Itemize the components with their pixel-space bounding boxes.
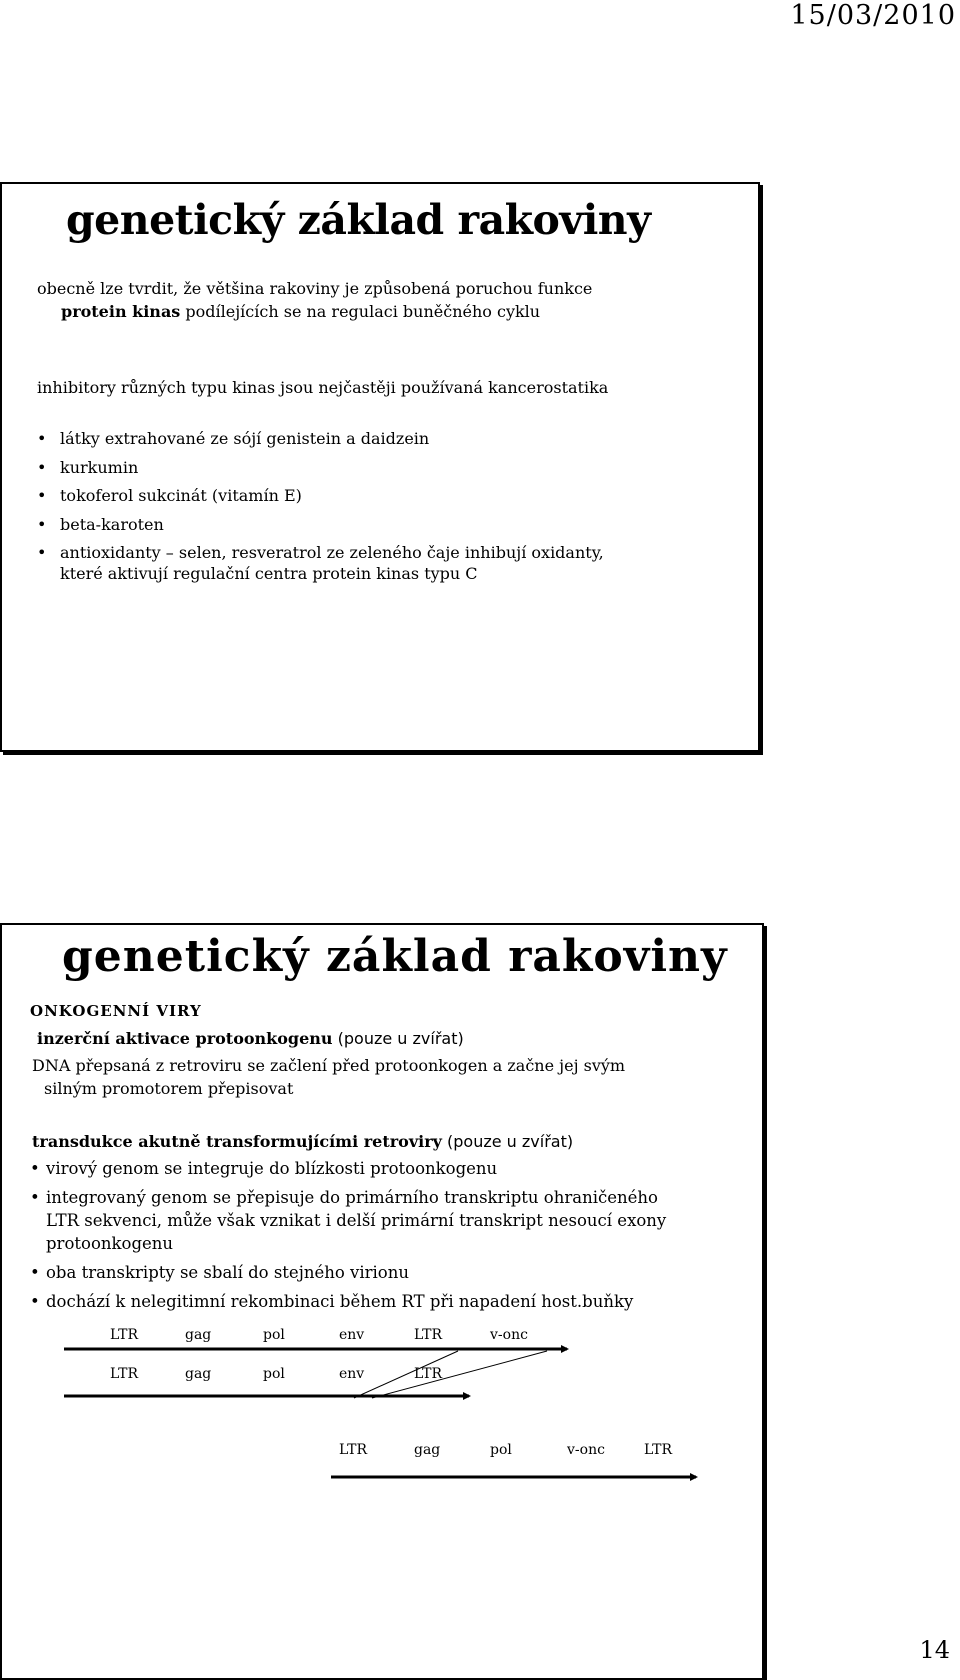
gene-label: pol	[263, 1327, 285, 1343]
section-heading: ONKOGENNÍ VIRY	[30, 1002, 202, 1020]
list-item-continuation: LTR sekvenci, může však vznikat i delší primární transkript nesoucí exony	[46, 1211, 667, 1230]
slide-2	[0, 923, 764, 1680]
slide-2-title: genetický základ rakoviny	[62, 931, 728, 982]
page-number: 14	[919, 1636, 950, 1664]
paragraph-line	[37, 300, 592, 323]
gene-label: env	[339, 1327, 365, 1343]
list-item-continuation: protoonkogenu	[46, 1234, 174, 1253]
gene-label: gag	[185, 1327, 212, 1343]
diagram-lines	[2, 925, 762, 1680]
gene-label: pol	[263, 1366, 285, 1382]
list-item: • oba transkripty se sbalí do stejného virionu	[30, 1261, 666, 1284]
list-item: • dochází k nelegitimní rekombinaci během RT při napadení host.buňky	[30, 1290, 666, 1313]
bold-term: protein kinas	[61, 302, 181, 321]
gene-label: env	[339, 1366, 365, 1382]
recombination-crossover	[354, 1351, 458, 1398]
paragraph-line: obecně lze tvrdit, že většina rakoviny je způsobená poruchou funkce	[37, 279, 593, 298]
gene-label: LTR	[110, 1327, 139, 1343]
paragraph-line: silným promotorem přepisovat	[44, 1079, 294, 1098]
list-item-text: antioxidanty – selen, resveratrol ze zeleného čaje inhibují oxidanty,	[60, 543, 604, 562]
gene-label: pol	[490, 1442, 512, 1458]
paragraph-inhibitors: inhibitory různých typu kinas jsou nejčastěji používaná kancerostatika	[37, 378, 609, 397]
paragraph-text: (pouze u zvířat)	[332, 1029, 464, 1048]
recombination-crossover	[372, 1351, 547, 1398]
list-item: • kurkumin	[37, 457, 604, 478]
paragraph-text: (pouze u zvířat)	[441, 1132, 574, 1151]
list-item: • virový genom se integruje do blízkosti protoonkogenu	[30, 1157, 666, 1180]
list-item: • beta-karoten	[37, 514, 604, 535]
list-item	[37, 542, 604, 584]
inhibitor-list	[37, 428, 604, 584]
gene-label: v-onc	[567, 1442, 605, 1458]
gene-label: gag	[185, 1366, 212, 1382]
list-item-continuation: které aktivují regulační centra protein kinas typu C	[60, 564, 478, 583]
paragraph-text: podílejících se na regulaci buněčného cyklu	[180, 302, 541, 321]
gene-label: LTR	[644, 1442, 673, 1458]
date-header: 15/03/2010	[790, 0, 956, 31]
paragraph-protein-kinases	[37, 277, 592, 323]
gene-label: LTR	[414, 1366, 443, 1382]
paragraph-line: DNA přepsaná z retroviru se začlení před protoonkogen a začne jej svým	[32, 1056, 626, 1075]
list-item: • látky extrahované ze sójí genistein a daidzein	[37, 428, 604, 449]
gene-label: v-onc	[490, 1327, 528, 1343]
gene-label: LTR	[339, 1442, 368, 1458]
bold-term: inzerční aktivace protoonkogenu	[37, 1029, 333, 1048]
bold-term: transdukce akutně transformujícími retroviry	[32, 1132, 442, 1151]
slide-1-title: genetický základ rakoviny	[66, 196, 651, 244]
slide-1	[0, 182, 760, 752]
gene-label: gag	[414, 1442, 441, 1458]
list-item-text: integrovaný genom se přepisuje do primárního transkriptu ohraničeného	[46, 1188, 658, 1207]
gene-label: LTR	[110, 1366, 139, 1382]
list-item: • tokoferol sukcinát (vitamín E)	[37, 485, 604, 506]
gene-label: LTR	[414, 1327, 443, 1343]
